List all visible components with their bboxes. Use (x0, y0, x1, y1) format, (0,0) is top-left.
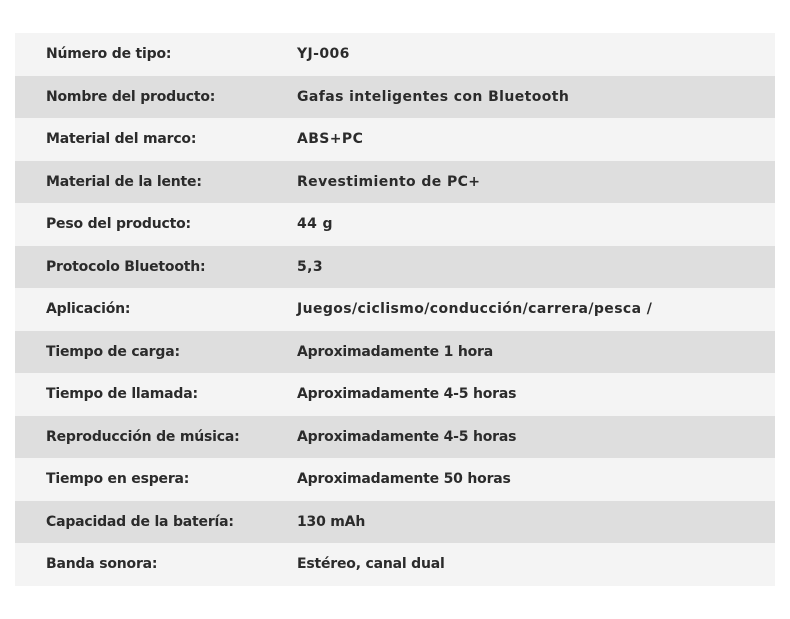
spec-label: Número de tipo: (46, 46, 172, 62)
spec-label: Tiempo en espera: (46, 471, 190, 487)
spec-row-music-playback (15, 416, 775, 459)
spec-label: Material del marco: (46, 131, 197, 147)
spec-table (15, 33, 775, 586)
spec-label: Reproducción de música: (46, 428, 240, 445)
spec-value: 130 mAh (297, 513, 366, 530)
spec-label: Peso del producto: (46, 216, 191, 232)
spec-row-charging-time (15, 331, 775, 374)
spec-row-call-time (15, 373, 775, 416)
spec-value: ABS+PC (297, 131, 364, 147)
spec-label: Banda sonora: (46, 556, 158, 572)
spec-value: YJ-006 (297, 46, 350, 62)
spec-label: Nombre del producto: (46, 88, 216, 105)
spec-value: Gafas inteligentes con Bluetooth (297, 88, 570, 105)
spec-label: Capacidad de la batería: (46, 513, 234, 530)
spec-value: Juegos/ciclismo/conducción/carrera/pesca / (297, 301, 653, 317)
spec-row-battery-capacity (15, 501, 775, 544)
spec-value: Revestimiento de PC+ (297, 173, 481, 190)
spec-label: Aplicación: (46, 301, 131, 317)
spec-value: Aproximadamente 4-5 horas (297, 386, 517, 402)
spec-value: Aproximadamente 1 hora (297, 343, 493, 360)
spec-value: Aproximadamente 50 horas (297, 471, 511, 487)
spec-value: Estéreo, canal dual (297, 556, 445, 572)
spec-row-frame-material (15, 118, 775, 161)
spec-label: Tiempo de llamada: (46, 386, 198, 402)
spec-row-sound-track (15, 543, 775, 586)
spec-label: Protocolo Bluetooth: (46, 258, 206, 275)
spec-value: 5,3 (297, 258, 324, 275)
spec-row-lens-material (15, 161, 775, 204)
spec-value: Aproximadamente 4-5 horas (297, 428, 517, 445)
spec-row-application (15, 288, 775, 331)
spec-row-product-weight (15, 203, 775, 246)
spec-row-bluetooth-protocol (15, 246, 775, 289)
spec-row-standby-time (15, 458, 775, 501)
spec-row-type-number (15, 33, 775, 76)
spec-row-product-name (15, 76, 775, 119)
spec-value: 44 g (297, 216, 333, 232)
spec-label: Material de la lente: (46, 173, 202, 190)
spec-label: Tiempo de carga: (46, 343, 180, 360)
